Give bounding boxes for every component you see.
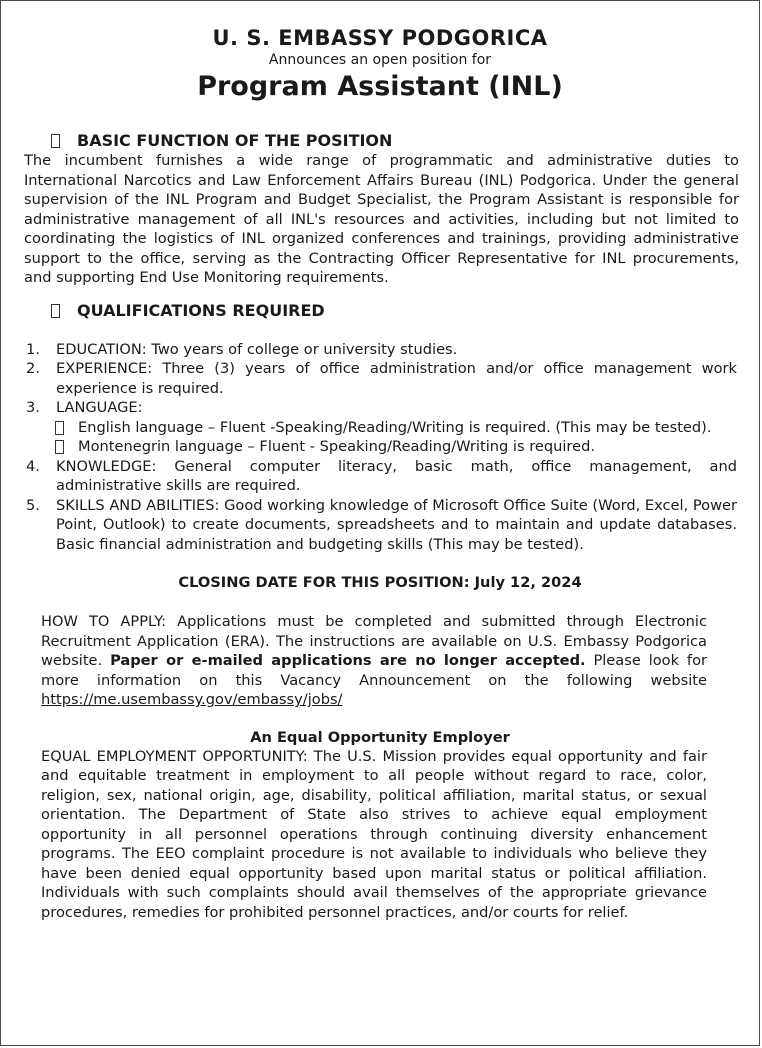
announces-line: Announces an open position for	[268, 52, 492, 68]
closing-date: CLOSING DATE FOR THIS POSITION: July 12, 2024	[178, 574, 582, 591]
checkbox-bullet-icon	[51, 134, 60, 148]
language-item-text: English language – Fluent -Speaking/Reading/Writing is required. (This may be tested).	[78, 418, 712, 436]
how-to-apply	[41, 612, 707, 710]
list-number: 4.	[26, 457, 40, 475]
list-number: 1.	[26, 340, 40, 358]
apply-after: Please look for more information on this Vacancy Announcement on the following website	[41, 652, 707, 689]
checkbox-bullet-icon	[51, 304, 60, 318]
list-number: 2.	[26, 360, 40, 377]
checkbox-bullet-icon	[55, 421, 64, 435]
qualifications-list	[1, 340, 759, 555]
list-item-text: SKILLS AND ABILITIES: Good working knowledge of Microsoft Office Suite (Word, Excel, Power Point, Outlook) to create documents, spreadsheets and to maintain and update databases. Basic financial administration and budgeting skills (This may be tested).	[56, 496, 737, 553]
list-item	[1, 359, 759, 398]
position-title: Program Assistant (INL)	[197, 71, 563, 102]
list-item-text: EXPERIENCE: Three (3) years of office administration and/or office management work experience is required.	[56, 360, 737, 397]
list-number: 3.	[26, 399, 40, 416]
list-number: 5.	[26, 496, 40, 514]
list-item-text: EDUCATION: Two years of college or university studies.	[56, 340, 458, 358]
basic-function-heading	[51, 131, 759, 151]
eoe-title: An Equal Opportunity Employer	[250, 728, 510, 746]
list-item	[1, 496, 759, 555]
header	[1, 1, 759, 104]
list-item	[1, 340, 759, 360]
apply-intro: HOW TO APPLY: Applications must be completed and submitted through Electronic Recruitment Application (ERA). The instructions are available on U.S. Embassy Podgorica website.	[41, 613, 707, 669]
language-item	[1, 418, 759, 438]
apply-notice: Paper or e-mailed applications are no longer accepted.	[110, 652, 586, 669]
list-item-text: KNOWLEDGE: General computer literacy, basic math, office management, and administrative skills are required.	[56, 457, 737, 494]
jobs-link[interactable]: https://me.usembassy.gov/embassy/jobs/	[41, 691, 343, 708]
checkbox-bullet-icon	[55, 440, 64, 454]
list-item-text: LANGUAGE:	[56, 399, 143, 416]
embassy-name: U. S. EMBASSY PODGORICA	[212, 26, 548, 50]
qualifications-heading	[51, 301, 759, 321]
eeo-text: EQUAL EMPLOYMENT OPPORTUNITY: The U.S. Mission provides equal opportunity and fair and equitable treatment in employment to all people without regard to race, color, religion, sex, national origin, age, disability, political affiliation, marital status, or sexual orientation. The Department of State also strives to achieve equal employment opportunity in all personnel operations through continuing diversity enhancement programs. The EEO complaint procedure is not available to individuals who believe they have been denied equal opportunity based upon marital status or political affiliation. Individuals with such complaints should avail themselves of the appropriate grievance procedures, remedies for prohibited personnel practices, and/or courts for relief.	[41, 747, 707, 921]
language-item	[1, 437, 759, 457]
basic-function-text: The incumbent furnishes a wide range of programmatic and administrative duties to International Narcotics and Law Enforcement Affairs Bureau (INL) Podgorica. Under the general supervision of the INL Program and Budget Specialist, the Program Assistant is responsible for administrative management of all INL's resources and activities, including but not limited to coordinating the logistics of INL organized conferences and trainings, providing administrative support to the office, serving as the Contracting Officer Representative for INL procurements, and supporting End Use Monitoring requirements.	[24, 152, 739, 286]
language-item-text: Montenegrin language – Fluent - Speaking/Reading/Writing is required.	[78, 438, 595, 455]
qualifications-heading-text: QUALIFICATIONS REQUIRED	[77, 300, 325, 320]
list-item	[1, 398, 759, 418]
basic-function-heading-text: BASIC FUNCTION OF THE POSITION	[77, 131, 393, 150]
list-item	[1, 457, 759, 496]
